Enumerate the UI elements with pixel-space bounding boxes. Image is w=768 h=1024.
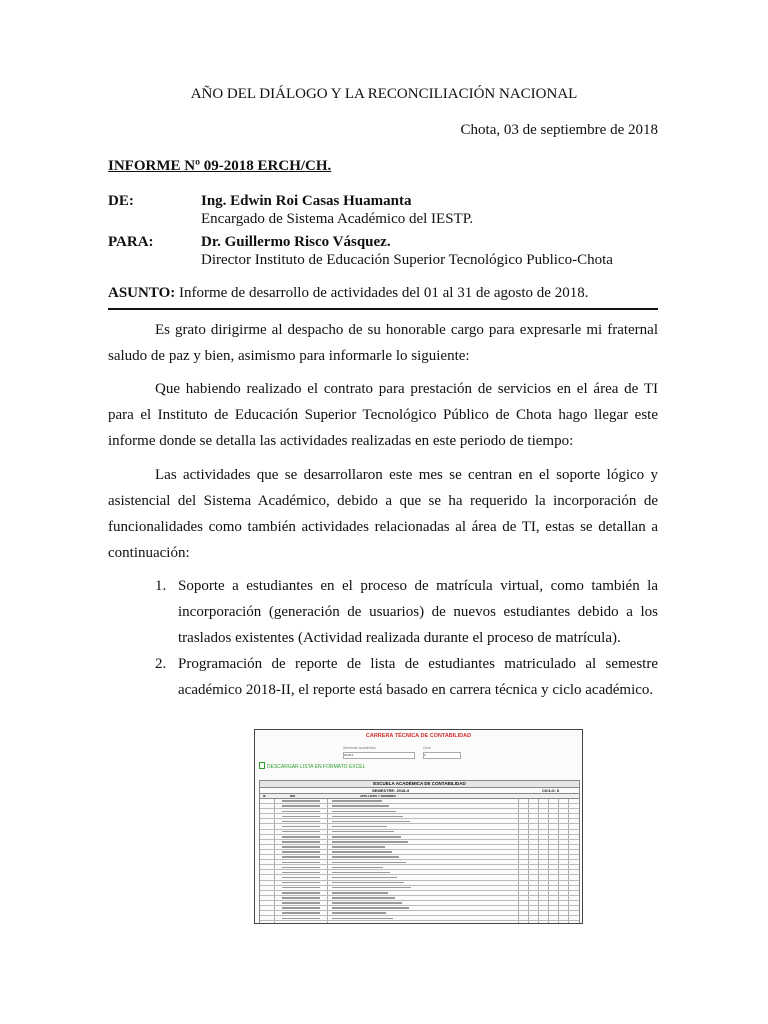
cycle-select-label: Ciclo [423,746,431,750]
cycle-select[interactable]: II [423,752,461,759]
subject-line [108,284,588,302]
download-excel-label: DESCARGAR LISTA EN FORMATO EXCEL [267,764,366,770]
table-row [260,921,579,924]
list-item-text: Soporte a estudiantes en el proceso de matrícula virtual, como también la incorporación (generación de usuarios) de nuevos estudiantes debido a los traslados existentes (Actividad realizada durante el proceso de matrícula). [178,578,658,646]
excel-file-icon [259,762,265,769]
to-label: PARA: [108,234,154,250]
list-item [155,573,658,651]
year-title: AÑO DEL DIÁLOGO Y LA RECONCILIACIÓN NACIONAL [190,86,578,102]
report-screenshot [254,729,583,924]
paragraph-contract: Que habiendo realizado el contrato para prestación de servicios en el área de TI para el Instituto de Educación Superior Tecnológico Público de Chota hago llegar este informe donde se detalla las actividades realizadas en este periodo de tiempo: [108,381,658,449]
cycle-line: CICLO: II [542,788,560,793]
activity-list [155,573,658,703]
list-item [155,651,658,703]
from-label: DE: [108,193,134,209]
from-role: Encargado de Sistema Académico del IESTP. [201,211,474,227]
to-role: Director Instituto de Educación Superior Tecnológico Publico-Chota [201,252,613,268]
column-header-num: Nº [263,794,267,798]
from-name: Ing. Edwin Roi Casas Huamanta [201,193,412,209]
subject-label: ASUNTO: [108,285,176,301]
paragraph-activities: Las actividades que se desarrollaron este mes se centran en el soporte lógico y asistencial del Sistema Académico, debido a que se ha requerido la incorporación de funcionalidades como también actividades relacionadas al área de TI, estas se detallan a continuación: [108,467,658,561]
column-header-dni: DNI [290,794,296,798]
to-name: Dr. Guillermo Risco Vásquez. [201,234,391,250]
place-date: Chota, 03 de septiembre de 2018 [460,122,658,138]
divider-rule [108,308,658,310]
paragraph-greeting: Es grato dirigirme al despacho de su honorable cargo para expresarle mi fraternal saludo de paz y bien, asimismo para informarle lo siguiente: [108,322,658,364]
download-excel-link[interactable] [259,762,365,770]
students-table [259,780,580,924]
list-item-number: 2. [155,656,167,672]
column-header-name: APELLIDOS Y NOMBRES [360,794,397,798]
school-header: ESCUELA ACADÉMICA DE CONTABILIDAD [260,781,579,788]
list-item-number: 1. [155,578,167,594]
report-number: INFORME Nº 09-2018 ERCH/CH. [108,158,332,174]
semester-select[interactable]: 2018-II [343,752,415,759]
table-body [260,799,579,924]
semester-select-label: Semestre Académico [343,746,377,750]
subject-text: Informe de desarrollo de actividades del 01 al 31 de agosto de 2018. [179,285,589,301]
semester-line: SEMESTRE: 2018-II [372,788,409,793]
list-item-text: Programación de reporte de lista de estudiantes matriculado al semestre académico 2018-II, el reporte está basado en carrera técnica y ciclo académico. [178,656,658,698]
screenshot-title: CARRERA TÉCNICA DE CONTABILIDAD [365,733,472,739]
